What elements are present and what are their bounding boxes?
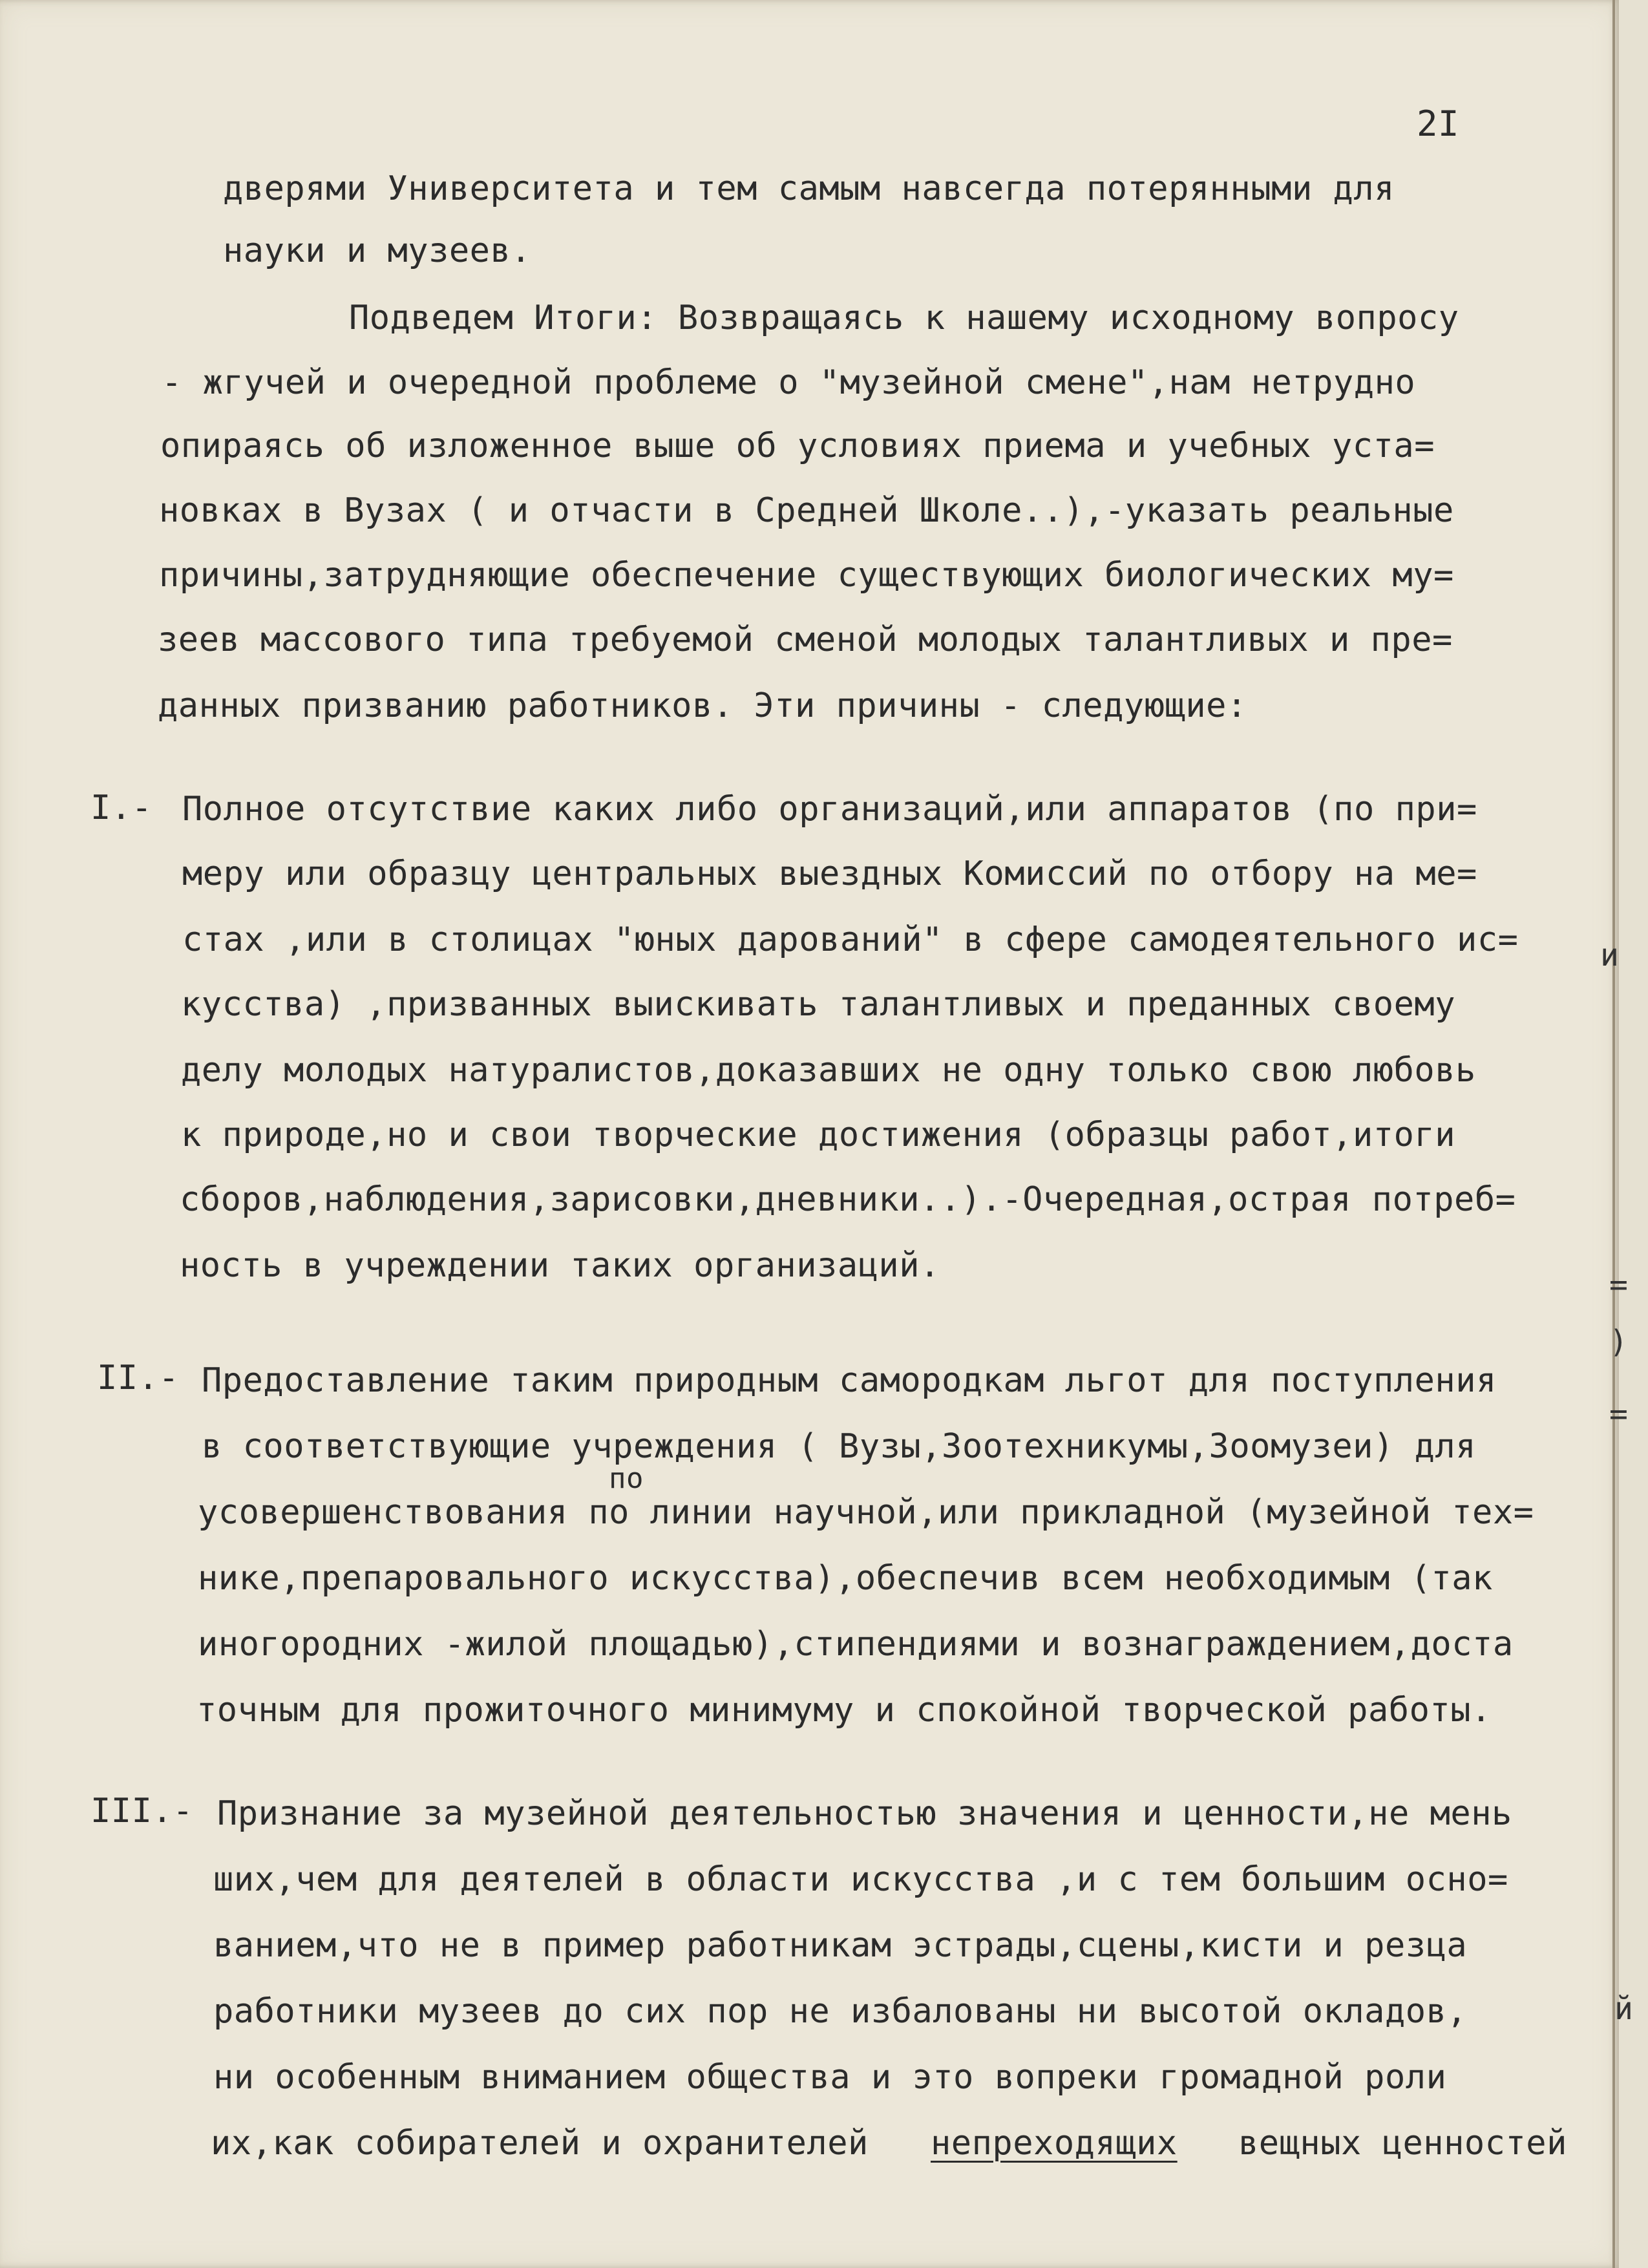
list-marker: II.- [97, 1359, 180, 1397]
text-line: в соответствующие учреждения ( Вузы,Зоотехникумы,Зоомузеи) для [202, 1427, 1477, 1466]
paper-edge [1612, 0, 1615, 2268]
text-line: усовершенствования по линии научной,или прикладной (музейной тех= [198, 1493, 1534, 1532]
list-marker: III.- [90, 1792, 194, 1830]
text-line: Признание за музейной деятельностью значения и ценности,не мень [217, 1794, 1512, 1833]
text-line: вещных ценностей [1238, 2124, 1567, 2163]
text-line: меру или образцу центральных выездных Комиссий по отбору на ме= [182, 854, 1477, 893]
text-line: точным для прожиточного минимуму и спокойной творческой работы. [196, 1691, 1492, 1730]
text-line: к природе,но и свои творческие достижения (образцы работ,итоги [181, 1116, 1456, 1154]
text-line: Полное отсутствие каких либо организаций,или аппаратов (по при= [182, 790, 1477, 829]
page-number: 2I [1417, 103, 1460, 144]
margin-mark: ) [1609, 1324, 1629, 1360]
text-line: ванием,что не в пример работникам эстрады,сцены,кисти и резца [213, 1926, 1468, 1965]
margin-mark: = [1609, 1267, 1629, 1303]
text-line: данных призванию работников. Эти причины - следующие: [158, 686, 1247, 725]
margin-mark: = [1609, 1396, 1629, 1432]
text-line: сборов,наблюдения,зарисовки,дневники..).-Очередная,острая потреб= [180, 1180, 1516, 1219]
text-line: иногородних -жилой площадью),стипендиями и вознаграждением,доста [198, 1625, 1514, 1664]
text-line: нике,препаровального искусства),обеспечив всем необходимым (так [198, 1559, 1493, 1598]
text-line: Подведем Итоги: Возвращаясь к нашему исходному вопросу [349, 299, 1459, 337]
text-line: ни особенным вниманием общества и это вопреки громадной роли [213, 2058, 1447, 2097]
handwritten-insert: по [609, 1462, 644, 1495]
text-line: делу молодых натуралистов,доказавших не одну только свою любовь [181, 1051, 1476, 1090]
margin-mark: й [1614, 1991, 1634, 2027]
text-line: ность в учреждении таких организаций. [180, 1246, 940, 1285]
text-line: опираясь об изложенное выше об условиях приема и учебных уста= [160, 427, 1435, 465]
list-marker: I.- [90, 789, 153, 827]
text-line: кусства) ,призванных выискивать талантливых и преданных своему [181, 985, 1456, 1024]
text-line: причины,затрудняющие обеспечение существующих биологических му= [159, 556, 1454, 595]
text-line: науки и музеев. [223, 231, 532, 270]
text-line: их,как собирателей и охранителей [211, 2124, 869, 2163]
text-line: ших,чем для деятелей в области искусства ,и с тем большим осно= [213, 1860, 1508, 1899]
text-line: - жгучей и очередной проблеме о "музейной смене",нам нетрудно [162, 363, 1416, 402]
text-line: новках в Вузах ( и отчасти в Средней Школе..),-указать реальные [159, 491, 1454, 530]
text-line: Предоставление таким природным самородкам льгот для поступления [202, 1361, 1497, 1400]
text-line: дверями Университета и тем самым навсегда потерянными для [223, 169, 1395, 208]
text-line: работники музеев до сих пор не избалованы ни высотой окладов, [213, 1992, 1468, 2031]
text-line: стах ,или в столицах "юных дарований" в сфере самодеятельного ис= [182, 920, 1519, 959]
text-line: зеев массового типа требуемой сменой молодых талантливых и пре= [158, 620, 1453, 659]
margin-mark: и [1600, 937, 1620, 973]
underlined-word: непреходящих [931, 2124, 1178, 2163]
